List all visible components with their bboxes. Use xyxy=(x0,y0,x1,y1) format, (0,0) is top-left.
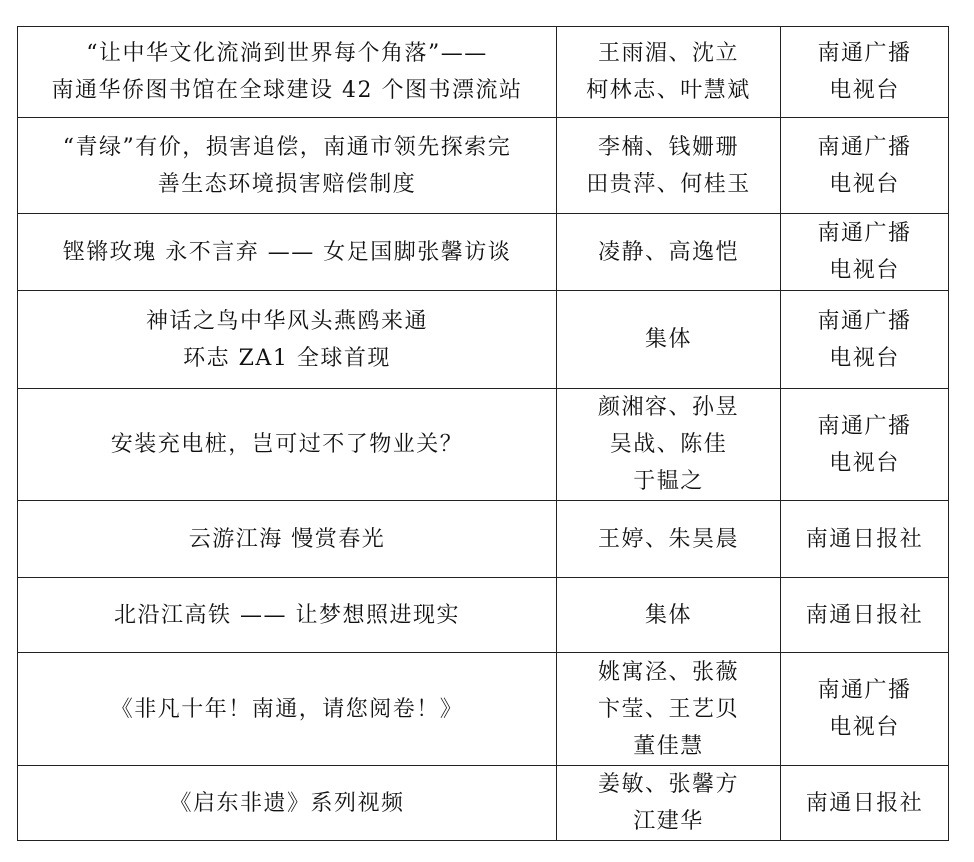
unit-line: 电视台 xyxy=(829,171,900,197)
unit-cell xyxy=(781,214,949,291)
title-line: “让中华文化流淌到世界每个角落”—— xyxy=(86,41,488,66)
unit-cell xyxy=(781,389,949,501)
table-row xyxy=(18,389,949,501)
authors-line: 董佳慧 xyxy=(633,733,704,759)
table-row xyxy=(18,27,949,118)
authors-cell xyxy=(557,118,781,214)
authors-cell xyxy=(557,27,781,118)
unit-cell xyxy=(781,118,949,214)
unit-line: 电视台 xyxy=(829,715,900,740)
title-line: 《启东非遗》系列视频 xyxy=(169,790,405,816)
title-line: 环志 ZA1 全球首现 xyxy=(183,345,391,371)
title-line: 铿锵玫瑰 永不言弃 —— 女足国脚张馨访谈 xyxy=(62,239,512,265)
unit-line: 南通日报社 xyxy=(805,602,924,628)
unit-cell xyxy=(781,27,949,118)
unit-line: 南通广播 xyxy=(817,41,912,66)
unit-line: 南通广播 xyxy=(817,308,912,334)
title-cell xyxy=(18,653,557,766)
authors-cell xyxy=(557,653,781,766)
authors-line: 于韫之 xyxy=(633,469,704,494)
unit-cell xyxy=(781,501,949,578)
table-row xyxy=(18,766,949,841)
title-line: 《非凡十年！南通，请您阅卷！》 xyxy=(110,696,464,722)
authors-cell xyxy=(557,291,781,389)
table-row xyxy=(18,653,949,766)
title-cell xyxy=(18,118,557,214)
authors-line: 集体 xyxy=(644,602,692,628)
title-line: 云游江海 慢赏春光 xyxy=(188,526,386,552)
table-row xyxy=(18,578,949,653)
authors-line: 姜敏、张馨方 xyxy=(597,772,739,797)
authors-line: 卞莹、王艺贝 xyxy=(597,696,739,722)
table-row xyxy=(18,291,949,389)
authors-line: 吴战、陈佳 xyxy=(609,432,728,457)
unit-line: 南通日报社 xyxy=(805,526,924,552)
authors-line: 王婷、朱昊晨 xyxy=(597,526,739,552)
unit-cell xyxy=(781,291,949,389)
title-cell xyxy=(18,291,557,389)
title-line: 南通华侨图书馆在全球建设 42 个图书漂流站 xyxy=(51,78,523,103)
title-line: 善生态环境损害赔偿制度 xyxy=(157,171,417,197)
authors-cell xyxy=(557,578,781,653)
unit-cell xyxy=(781,766,949,841)
authors-line: 李楠、钱姗珊 xyxy=(597,134,739,160)
title-cell xyxy=(18,501,557,578)
unit-line: 南通广播 xyxy=(817,221,912,246)
title-line: 安装充电桩，岂可过不了物业关？ xyxy=(110,432,464,457)
title-cell xyxy=(18,389,557,501)
authors-cell xyxy=(557,766,781,841)
table-row xyxy=(18,214,949,291)
authors-line: 颜湘容、孙昱 xyxy=(597,395,739,420)
unit-line: 南通广播 xyxy=(817,678,912,703)
authors-line: 姚寓泾、张薇 xyxy=(597,659,739,685)
authors-line: 集体 xyxy=(644,327,692,352)
unit-line: 电视台 xyxy=(829,258,900,283)
table-row xyxy=(18,501,949,578)
table-row xyxy=(18,118,949,214)
authors-line: 柯林志、叶慧斌 xyxy=(586,78,751,103)
title-cell xyxy=(18,27,557,118)
authors-line: 江建华 xyxy=(633,809,704,834)
unit-cell xyxy=(781,578,949,653)
unit-line: 电视台 xyxy=(829,78,900,103)
authors-cell xyxy=(557,214,781,291)
title-line: 北沿江高铁 —— 让梦想照进现实 xyxy=(114,602,460,628)
title-cell xyxy=(18,766,557,841)
unit-line: 南通广播 xyxy=(817,134,912,160)
title-cell xyxy=(18,578,557,653)
title-cell xyxy=(18,214,557,291)
authors-cell xyxy=(557,389,781,501)
authors-cell xyxy=(557,501,781,578)
authors-line: 凌静、高逸恺 xyxy=(597,239,739,265)
unit-line: 南通广播 xyxy=(817,413,912,439)
unit-line: 电视台 xyxy=(829,450,900,476)
unit-line: 电视台 xyxy=(829,345,900,371)
authors-line: 王雨湄、沈立 xyxy=(597,41,739,66)
unit-cell xyxy=(781,653,949,766)
unit-line: 南通日报社 xyxy=(805,790,924,816)
title-line: “青绿”有价，损害追偿，南通市领先探索完 xyxy=(62,134,512,160)
title-line: 神话之鸟中华风头燕鸥来通 xyxy=(145,308,428,334)
authors-line: 田贵萍、何桂玉 xyxy=(586,171,751,197)
awards-table xyxy=(17,26,949,841)
